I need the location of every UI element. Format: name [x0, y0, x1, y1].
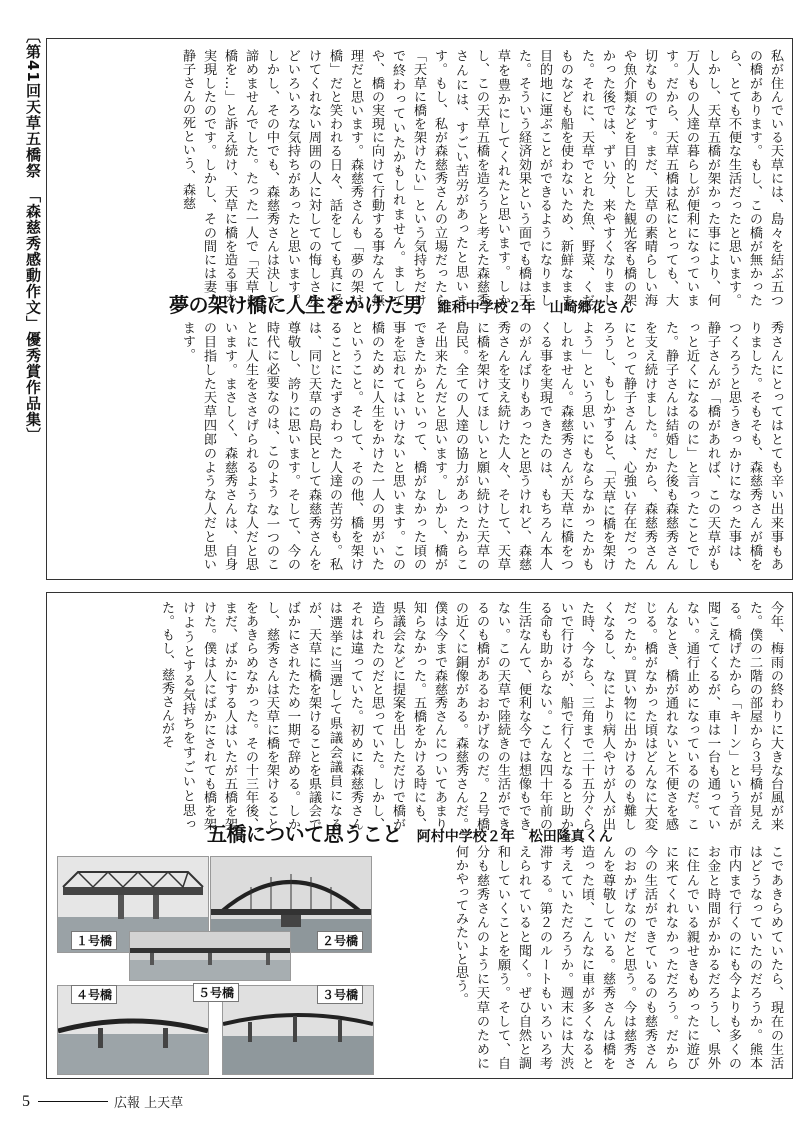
essay1-title: 夢の架け橋に人生をかけた男: [169, 293, 423, 317]
page-footer: [22, 1092, 183, 1111]
essay2-upper-text: 今年、梅雨の終わりに大きな台風が来た。僕の二階の部屋から３号橋が見える。橋げたから「キーン」という音が聞こえてくるが、車は一台も通っていない。通行止めになっているのだ。こんなとき、橋が通れないと不便さを感じる。橋がなかった頃はどんなに大変だったか。買い物に出かけるのも難しくなるし、なにより病人やけが人が出た時、今なら、三角まで二十五分ぐらいで行けるが、船で行くとなると助かる命も助からない。こんな四十年前の生活なんて、便利な今では想像もできない。この天草で陸続きの生活ができるのも橋があるおかげなのだ。２号橋の近くに銅像がある。森慈秀さんだ。僕は今まで森慈秀さんについてあまり知らなかった。五橋をかける時にも、県議会などに提案を出しただけで橋が造られたのだと思っていた。しかし、それは違っていた。初めに森慈秀さんは選挙に当選して県議会議員になるが、天草に橋を架けることを県議会でばかにされたため一期で辞める。しかし、慈秀さんは天草に橋を架けることをあきらめなかった。その十三年後、まだ、ばかにする人はいたが五橋を架けた。僕は人にばかにされても橋を架けようとする気持ちをすごいと思った。もし、慈秀さんがそ: [159, 601, 783, 831]
essay-box-1: [46, 38, 793, 580]
label-bridge-2: ２号橋: [317, 931, 363, 950]
label-bridge-1: １号橋: [71, 931, 117, 950]
essay1-heading: [169, 289, 634, 318]
essay1-upper-text: 私が住んでいる天草には、島々を結ぶ五つの橋があります。もし、この橋が無かったら、とても不便な生活だったと思います。しかし、天草五橋が架かった事により、何万人もの人達の暮らしが便利になっています。だから、天草五橋は私にとっても、大切なものです。まだ、天草の素晴らしい海や魚介類などを目的とした観光客も橋の架かった後では、ずい分、来やすくなりました。それに、天草でとれた魚、野菜、くだものなども船を使わないため、新鮮なまま目的地に運ぶことができるようになりました。そういう経済効果という面でも橋は天草を豊かにしてくれたと思います。しかし、この天草五橋を造ろうと考えた森慈秀さんには、すごい苦労があったと思います。もし、私が森慈秀さんの立場だったら「天草に橋を架けたい」という気持ちだけで終わっていたかもしれません。まして や、橋の実現に向けて行動する事なんて無理だと思います。森慈秀さんも「夢の架け橋」だと笑われる日々、話をしても真に受けてくれない周囲の人に対しての悔しさなどいろいろな気持ちがあったと思います。しかし、その中でも、森慈秀さんは決して諦めませんでした。たった一人で「天草に橋を…」と訴え続け、天草に橋を造る事を実現したのです。しかし、その間には妻、静子さんの死という、森慈: [180, 49, 783, 307]
essay2-lower-text: こであきらめていたら、現在の生活はどうなっていたのだろうか。熊本市内まで行くのにも今よりも多くのお金と時間がかかるだろうし、県外に住んでいる親せきもめったに遊びに来てくれなかっただろう。だから今の生活ができているのも慈秀さんのおかげなのだと思う。今は慈秀さんを尊敬している。慈秀さんは橋を造った頃、こんなに車が多くなると考えていただろうか。週末には大渋滞する。第２のルートもいろいろ考えられていると聞く。ぜひ自然と調和していくことを願う。そして、自分も慈秀さんのように天草のために何かやってみたいと思う。: [453, 845, 783, 1070]
essay-box-2: [46, 592, 793, 1079]
essay1-lower-text: 秀さんにとってはとても辛い出来事もありました。そもそも、森慈秀さんが橋をつくろうと思うきっかけになった事は、静子さんが「橋があれば、この天草がもっと近くになるのに」と言ったことでした。静子さんは結婚した後も森慈秀さんを支え続けました。だから、森慈秀さんにとって静子さんは、心強い存在だったろうし、もしかすると、「天草に橋を架けよう」という思いにもならなかったかもしれません。森慈秀さんが天草に橋をつくる事を実現できたのは、もちろん本人のがんばりもあったと思うけれど、森慈秀さんを支え続けた人々、そして、天草に橋を架けてほしいと願い続けた天草の島民。全ての人達の協力があったからこそ出来たんだと思います。しかし、橋ができたからといって、橋がなかった頃の事を忘れてはいけないと思います。この橋のために人生をかけた一人の男がいたということ。そして、その他、橋を架けることにたずさわった人達の苦労も。私は、同じ天草の島民として森慈秀さんを尊敬し、誇りに思います。そして、今の時代に必要なのは、このよう な一つのことに人生をささげられるような人だと思います。まさしく、森慈秀さんは、自身の目指した天草四郎のような人だと思います。: [180, 321, 783, 571]
label-bridge-4: ４号橋: [71, 985, 117, 1004]
essay2-title: 五橋について思うこと: [207, 822, 402, 846]
bridge-photo-5: [129, 931, 291, 981]
label-bridge-3: ３号橋: [317, 985, 363, 1004]
page-number: 5: [22, 1092, 30, 1110]
series-title: 〔第41回天草五橋祭 「森慈秀感動作文」優秀賞作品集〕: [24, 28, 42, 444]
girder-bridge-illustration: [130, 932, 290, 980]
essay2-heading: [207, 818, 613, 847]
essay1-byline: 維和中学校２年 山崎郷花さん: [437, 300, 634, 316]
essay2-byline: 阿村中学校２年 松田隆真くん: [416, 829, 613, 845]
footer-rule: [38, 1101, 108, 1102]
label-bridge-5: ５号橋: [193, 983, 239, 1002]
publication-name: 広報 上天草: [114, 1096, 184, 1111]
